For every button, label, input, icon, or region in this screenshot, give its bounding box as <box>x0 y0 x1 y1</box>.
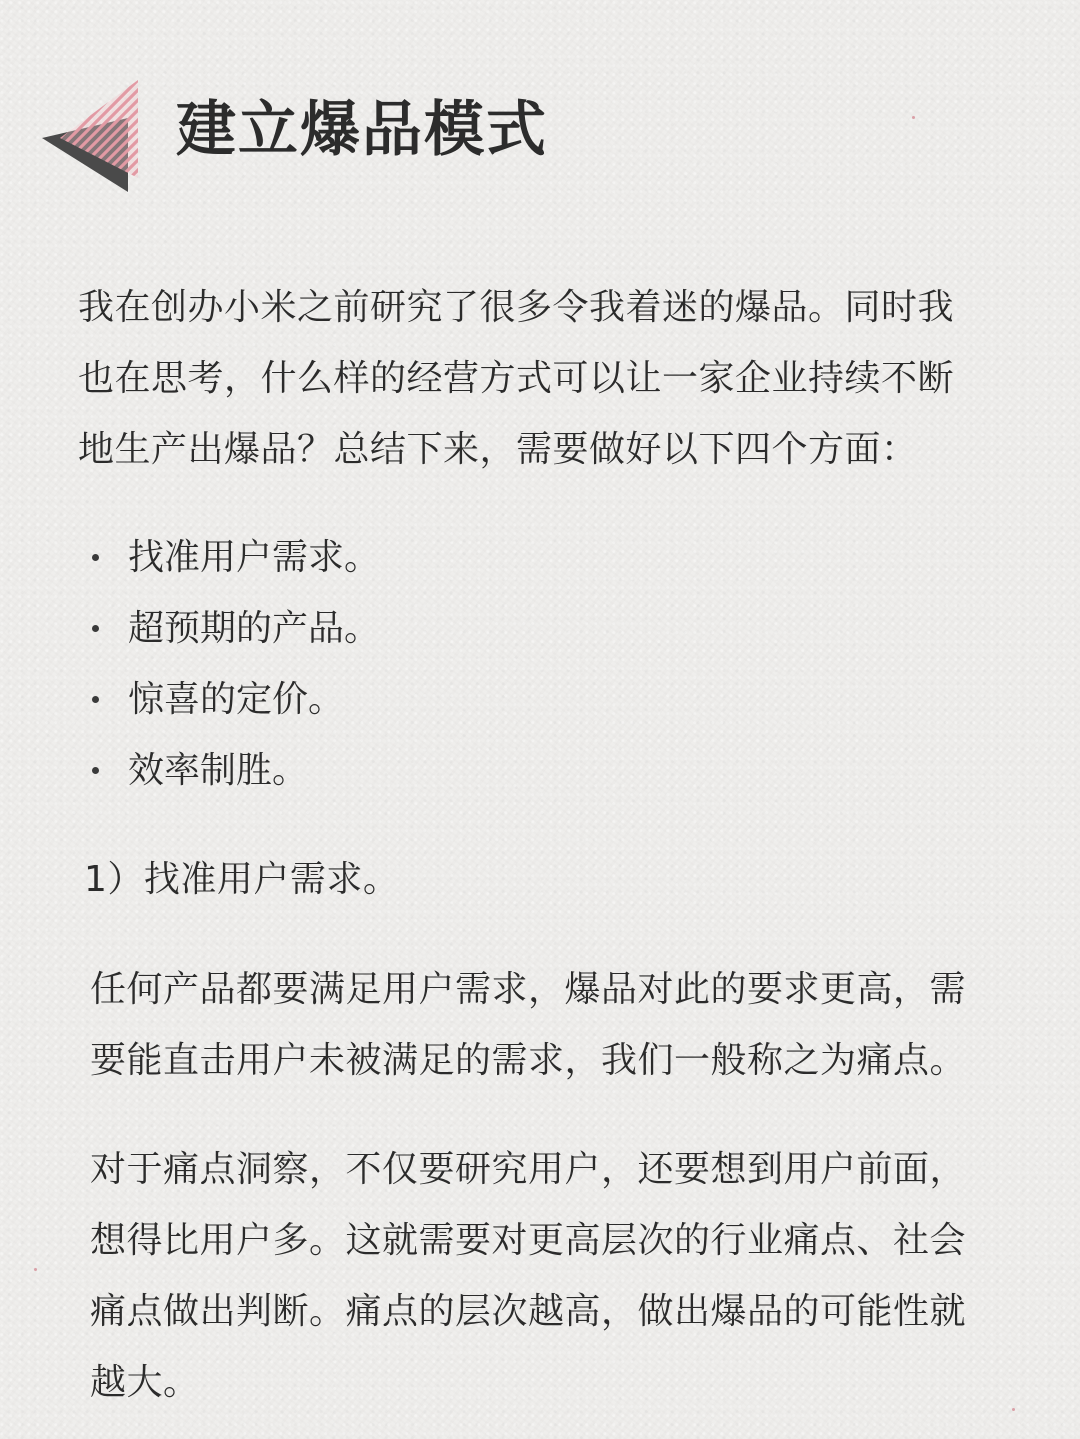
section-paragraph-1 <box>90 954 966 1096</box>
intro-line: 我在创办小米之前研究了很多令我着迷的爆品。同时我 <box>78 287 955 328</box>
bullet-dot-icon <box>92 696 99 703</box>
bullet-text: 超预期的产品。 <box>128 608 381 649</box>
bullet-dot-icon <box>92 625 99 632</box>
triangle-stripes-icon <box>40 78 140 194</box>
paper-speck <box>912 116 915 119</box>
bullet-text: 找准用户需求。 <box>128 537 381 578</box>
intro-line: 也在思考，什么样的经营方式可以让一家企业持续不断 <box>78 358 955 399</box>
paper-speck <box>34 1268 37 1271</box>
bullet-text: 效率制胜。 <box>128 750 309 791</box>
paragraph-line: 想得比用户多。这就需要对更高层次的行业痛点、社会 <box>90 1220 967 1261</box>
paragraph-line: 对于痛点洞察，不仅要研究用户，还要想到用户前面， <box>90 1149 967 1190</box>
page-title: 建立爆品模式 <box>176 95 548 165</box>
paragraph-line: 痛点做出判断。痛点的层次越高，做出爆品的可能性就 <box>90 1291 967 1332</box>
section-paragraph-2 <box>90 1134 966 1418</box>
paragraph-line: 任何产品都要满足用户需求，爆品对此的要求更高，需 <box>90 969 967 1010</box>
bullet-dot-icon <box>92 554 99 561</box>
bullet-text: 惊喜的定价。 <box>128 679 345 720</box>
paragraph-line: 要能直击用户未被满足的需求，我们一般称之为痛点。 <box>90 1040 967 1081</box>
intro-line: 地生产出爆品？总结下来，需要做好以下四个方面： <box>78 429 918 470</box>
paragraph-line: 越大。 <box>90 1362 200 1403</box>
paper-speck <box>1012 1408 1015 1411</box>
bullet-dot-icon <box>92 767 99 774</box>
intro-paragraph <box>78 272 954 485</box>
section-heading: 1）找准用户需求。 <box>84 859 400 900</box>
